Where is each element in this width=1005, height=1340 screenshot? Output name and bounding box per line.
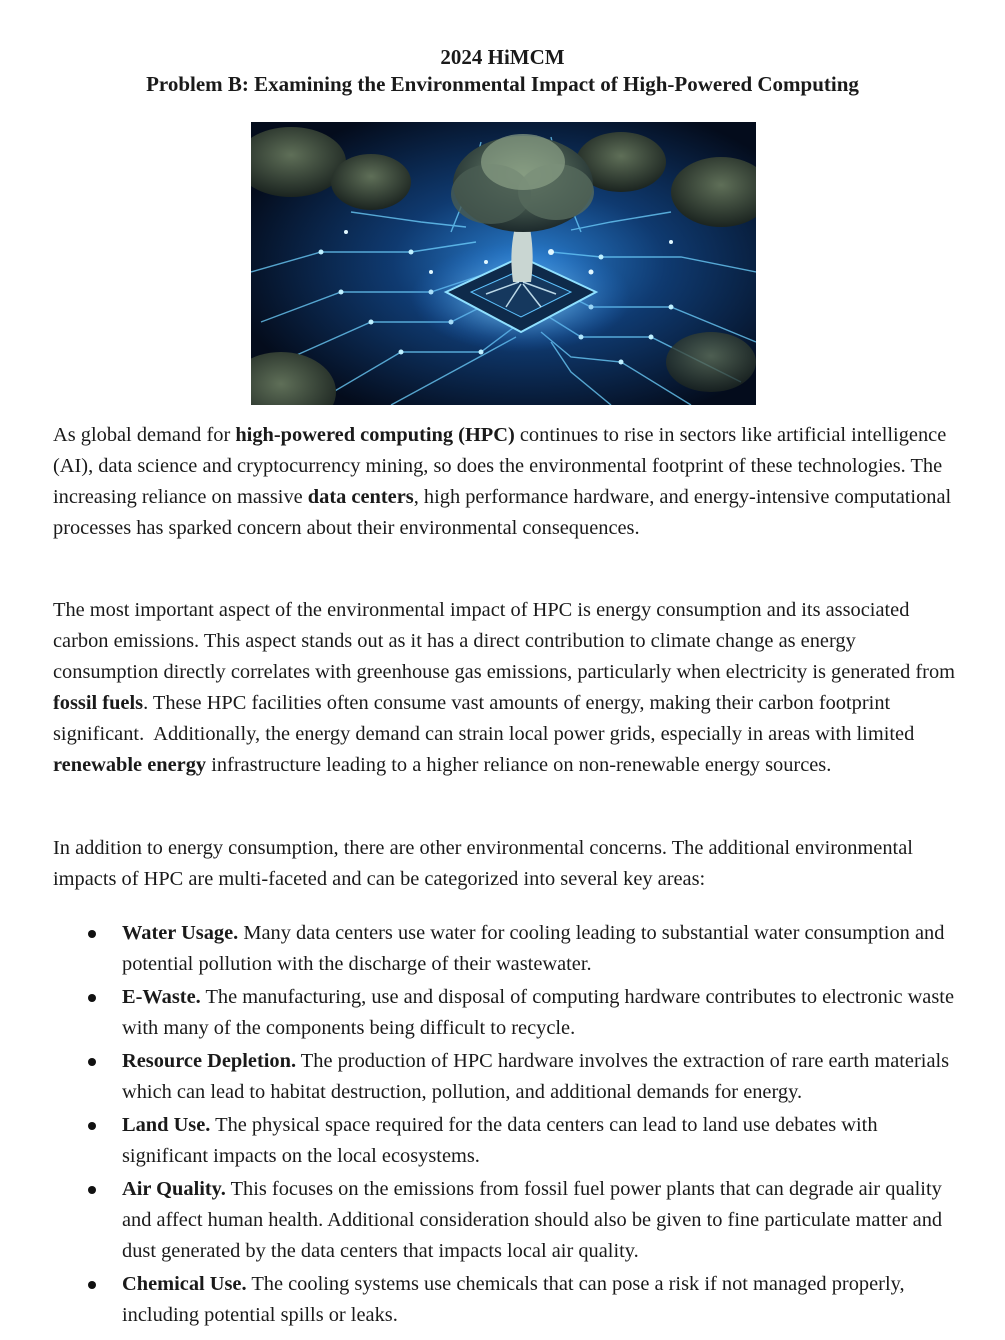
list-item: E-Waste. The manufacturing, use and disposal of computing hardware contributes to electronic waste with many of the components being difficult to recycle. [0,982,962,1044]
data-centers-term: data centers [307,486,414,508]
intro-paragraph: As global demand for high-powered computing (HPC) continues to rise in sectors like artificial intelligence (AI), data science and cryptocurrency mining, so does the environmental footprint of these technologies. The increasing reliance on massive data centers, high performance hardware, and energy-intensive computational processes has sparked concern about their environmental consequences. [53,424,957,539]
problem-title: Problem B: Examining the Environmental Impact of High-Powered Computing [146,72,859,96]
list-item: Land Use. The physical space required for the data centers can lead to land use debates with significant impacts on the local ecosystems. [0,1110,962,1172]
list-item: Resource Depletion. The production of HPC hardware involves the extraction of rare earth materials which can lead to habitat destruction, pollution, and additional demands for energy. [0,1046,962,1108]
bullet-icon [88,930,96,938]
list-item: Water Usage. Many data centers use water for cooling leading to substantial water consumption and potential pollution with the discharge of their wastewater. [0,918,962,980]
hpc-term: high-powered computing (HPC) [235,424,515,446]
bullet-icon [88,994,96,1002]
document-title: 2024 HiMCM [440,45,565,69]
tree-on-circuit-board-image [251,122,756,405]
list-item: Air Quality. This focuses on the emissions from fossil fuel power plants that can degrade air quality and affect human health. Additional consideration should also be given to fine particulate matter and dust generated by the data centers that impacts local air quality. [0,1174,962,1267]
concerns-list [0,918,1005,1333]
bullet-icon [88,1058,96,1066]
energy-paragraph: The most important aspect of the environmental impact of HPC is energy consumption and its associated carbon emissions. This aspect stands out as it has a direct contribution to climate change as energy consumption directly correlates with greenhouse gas emissions, particularly when electricity is generated from fossil fuels. These HPC facilities often consume vast amounts of energy, making their carbon footprint significant. Additionally, the energy demand can strain local power grids, especially in areas with limited renewable energy infrastructure leading to a higher reliance on non-renewable energy sources. [53,599,961,776]
list-item: Chemical Use. The cooling systems use chemicals that can pose a risk if not managed properly, including potential spills or leaks. [0,1269,962,1331]
fossil-fuels-term: fossil fuels [53,692,144,714]
renewable-energy-term: renewable energy [53,754,207,776]
additional-concerns-paragraph: In addition to energy consumption, there are other environmental concerns. The additional environmental impacts of HPC are multi-faceted and can be categorized into several key areas: [53,837,919,890]
bullet-icon [88,1186,96,1194]
bullet-icon [88,1281,96,1289]
bullet-icon [88,1122,96,1130]
